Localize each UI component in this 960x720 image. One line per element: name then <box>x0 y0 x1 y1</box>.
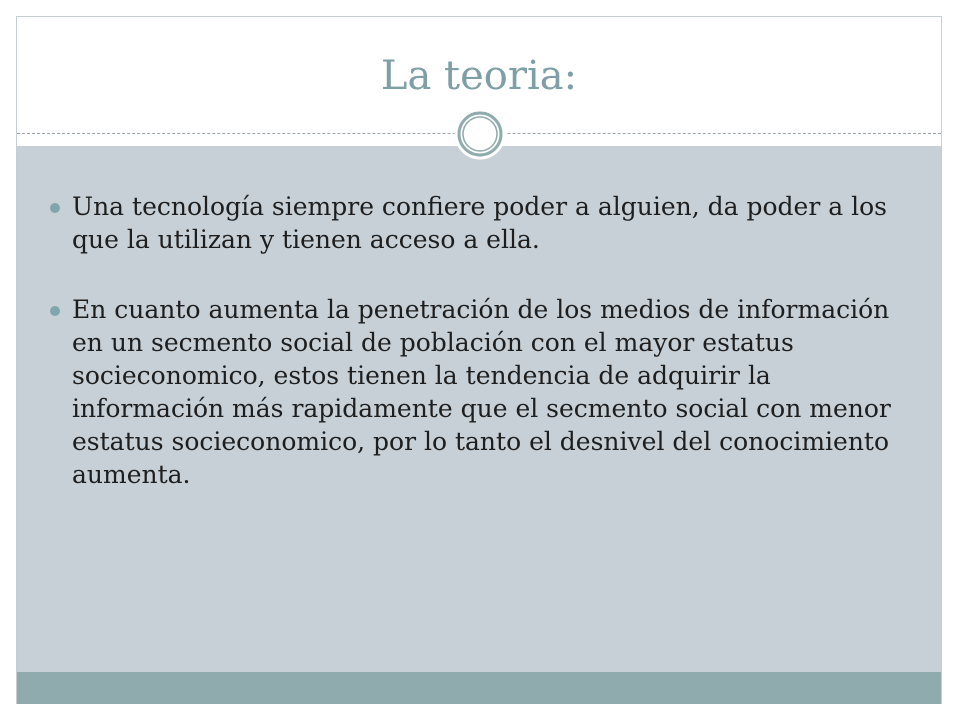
bullet-text: En cuanto aumenta la penetración de los medios de información en un secmento social de población con el mayor estatus socieconomico, estos tienen la tendencia de adquirir la información más rapidamente que el secmento social con menor estatus socieconomico, por lo tanto el desnivel del conocimiento aumenta. <box>72 295 891 489</box>
bullet-list <box>50 190 910 491</box>
bullet-item <box>50 293 910 491</box>
footer-band <box>17 672 941 704</box>
bullet-item <box>50 190 910 256</box>
bullet-text: Una tecnología siempre confiere poder a alguien, da poder a los que la utilizan y tienen acceso a ella. <box>72 192 887 254</box>
slide-title: La teoria: <box>380 53 578 99</box>
bullet-dot-icon <box>50 306 60 316</box>
bullet-dot-icon <box>50 203 60 213</box>
double-ring-ornament-icon <box>452 106 508 162</box>
